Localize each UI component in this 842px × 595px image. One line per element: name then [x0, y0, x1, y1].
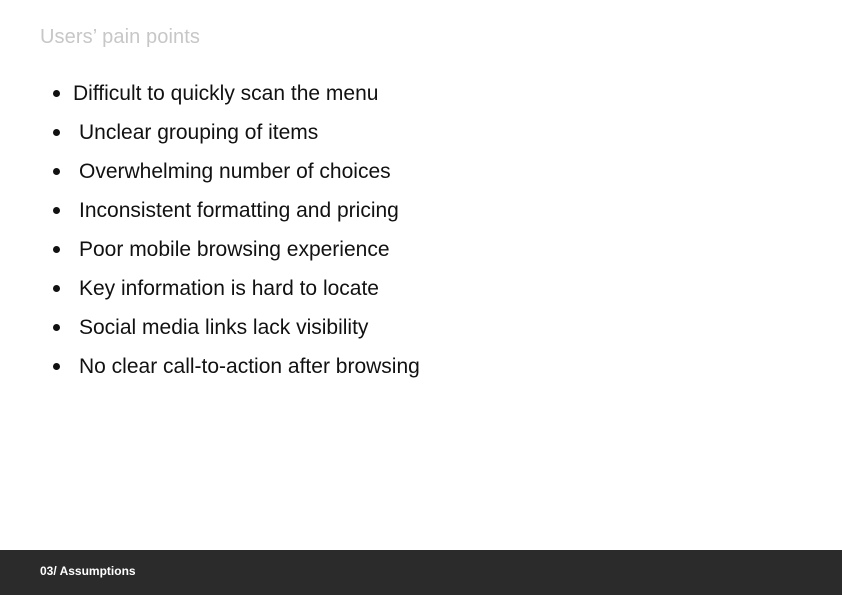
list-item-text: Difficult to quickly scan the menu — [73, 82, 379, 105]
bullet-icon — [53, 168, 60, 175]
list-item-text: Poor mobile browsing experience — [79, 238, 390, 261]
bullet-icon — [53, 324, 60, 331]
bullet-icon — [53, 90, 60, 97]
bullet-icon — [53, 285, 60, 292]
list-item-text: No clear call-to-action after browsing — [79, 355, 420, 378]
footer-section-label: 03/ Assumptions — [40, 564, 136, 578]
list-item-text: Inconsistent formatting and pricing — [79, 199, 399, 222]
bullet-icon — [53, 246, 60, 253]
list-item-text: Key information is hard to locate — [79, 277, 379, 300]
footer-bar — [0, 550, 842, 595]
list-item-text: Social media links lack visibility — [79, 316, 369, 339]
bullet-icon — [53, 363, 60, 370]
page-title: Users’ pain points — [40, 26, 201, 48]
list-item-text: Unclear grouping of items — [79, 121, 319, 144]
bullet-icon — [53, 207, 60, 214]
bullet-icon — [53, 129, 60, 136]
list-item-text: Overwhelming number of choices — [79, 160, 391, 183]
